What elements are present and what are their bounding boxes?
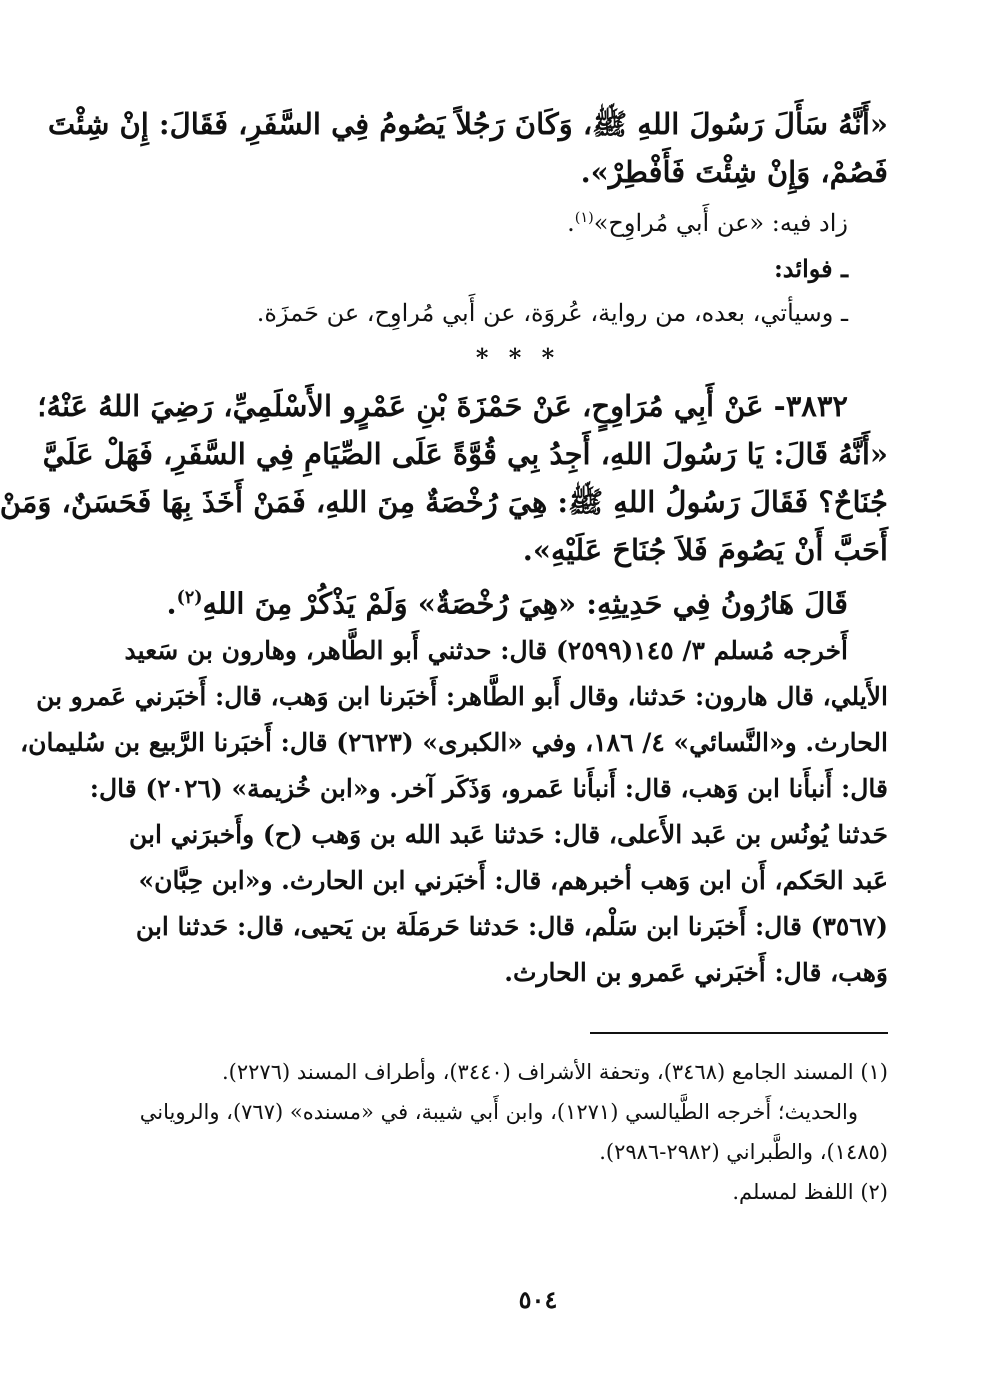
hadith-isnad: ٣٨٣٢- عَنْ أَبِي مُرَاوِحٍ، عَنْ حَمْزَةَ بْنِ عَمْرٍو الأَسْلَمِيِّ، رَضِيَ اللهُ عَنْهُ؛	[37, 389, 848, 423]
zada-note	[148, 196, 888, 336]
footnote-1-cont: والحديث؛ أَخرجه الطَّيالسي (١٢٧١)، وابن أَبي شيبة، في «مسنده» (٧٦٧)، والروياني	[139, 1099, 858, 1124]
matn-line: «أَنَّهُ سَأَلَ رَسُولَ اللهِ ﷺ، وَكَانَ رَجُلاً يَصُومُ فِي السَّفَرِ، فَقَالَ: إِنْ شِئْتَ	[47, 107, 888, 141]
page-number: ٥٠٤	[518, 1285, 558, 1314]
matn-line: جُنَاحٌ؟ فَقَالَ رَسُولُ اللهِ ﷺ: هِيَ رُخْصَةٌ مِنَ اللهِ، فَمَنْ أَخَذَ بِهَا فَحَسَنٌ، وَمَنْ	[0, 485, 888, 519]
footnote-1: (١) المسند الجامع (٣٤٦٨)، وتحفة الأشراف (٣٤٤٠)، وأطراف المسند (٢٢٧٦).	[222, 1059, 888, 1084]
takhrij-line: الحارث. و«النَّسائي» ٤/ ١٨٦، وفي «الكبرى» (٢٦٢٣) قال: أَخبَرنا الرَّبيع بن سُليمان،	[20, 727, 888, 757]
section-separator: * * *	[475, 343, 561, 372]
fawaid-heading: ـ فوائد:	[773, 254, 848, 283]
matn-line: فَصُمْ، وَإِنْ شِئْتَ فَأَفْطِرْ».	[580, 155, 888, 189]
footnote-ref-1: (١)	[574, 210, 594, 226]
footnote-ref-2: (٢)	[176, 588, 203, 608]
footnote-1-cont: (١٤٨٥)، والطَّبراني (٢٩٨٢-٢٩٨٦).	[599, 1139, 888, 1164]
zada-text: زاد فيه: «عن أَبي مُراوِح»	[593, 209, 848, 237]
zada-line: زاد فيه: «عن أَبي مُراوِح»$^{(١)}$.	[567, 209, 848, 237]
takhrij-line: قال: أَنبأَنا ابن وَهب، قال: أَنبأَنا عَمرو، وَذَكَر آخر. و«ابن خُزيمة» (٢٠٢٦) قال:	[89, 773, 888, 803]
hadith-3832	[0, 382, 888, 628]
top-matn	[47, 100, 888, 196]
fawaid-line: ـ وسيأتي، بعده، من رواية، عُروَة، عن أَبي مُراوِح، عن حَمزَة.	[256, 299, 848, 327]
footnotes	[139, 1052, 888, 1212]
takhrij-line: عَبد الحَكم، أَن ابن وَهب أخبرهم، قال: أَخبَرني ابن الحارث. و«ابن حِبَّان»	[138, 865, 888, 895]
takhrij-line: وَهب، قال: أَخبَرني عَمرو بن الحارث.	[504, 957, 888, 987]
takhrij-line: أَخرجه مُسلم ٣/ ١٤٥(٢٥٩٩) قال: حدثني أَبو الطَّاهر، وهارون بن سَعيد	[124, 635, 848, 665]
takhrij-line: حَدثنا يُونُس بن عَبد الأَعلى، قال: حَدثنا عَبد الله بن وَهب (ح) وأَخبرَني ابن	[128, 819, 888, 849]
harun-note: قَالَ هَارُونُ فِي حَدِيثِهِ: «هِيَ رُخْصَةٌ» وَلَمْ يَذْكُرْ مِنَ اللهِ$^{(٢)}$.	[166, 586, 848, 621]
takhrij-block	[20, 628, 888, 996]
matn-line: «أَنَّهُ قَالَ: يَا رَسُولَ اللهِ، أَجِدُ بِي قُوَّةً عَلَى الصِّيَامِ فِي السَّفَرِ، فَهَلْ عَلَيَّ	[42, 437, 888, 471]
takhrij-line: (٣٥٦٧) قال: أَخبَرنا ابن سَلْم، قال: حَدثنا حَرمَلَة بن يَحيى، قال: حَدثنا ابن	[135, 911, 888, 941]
footnote-2: (٢) اللفظ لمسلم.	[732, 1179, 888, 1204]
takhrij-line: الأَيلي، قال هارون: حَدثنا، وقال أَبو الطَّاهر: أَخبَرنا ابن وَهب، قال: أَخبَرني عَمرو بن	[36, 681, 888, 711]
matn-line: أَحَبَّ أَنْ يَصُومَ فَلاَ جُنَاحَ عَلَيْهِ».	[522, 533, 888, 567]
footnote-divider	[590, 1032, 888, 1034]
harun-text: قَالَ هَارُونُ فِي حَدِيثِهِ: «هِيَ رُخْصَةٌ» وَلَمْ يَذْكُرْ مِنَ اللهِ	[202, 586, 848, 621]
